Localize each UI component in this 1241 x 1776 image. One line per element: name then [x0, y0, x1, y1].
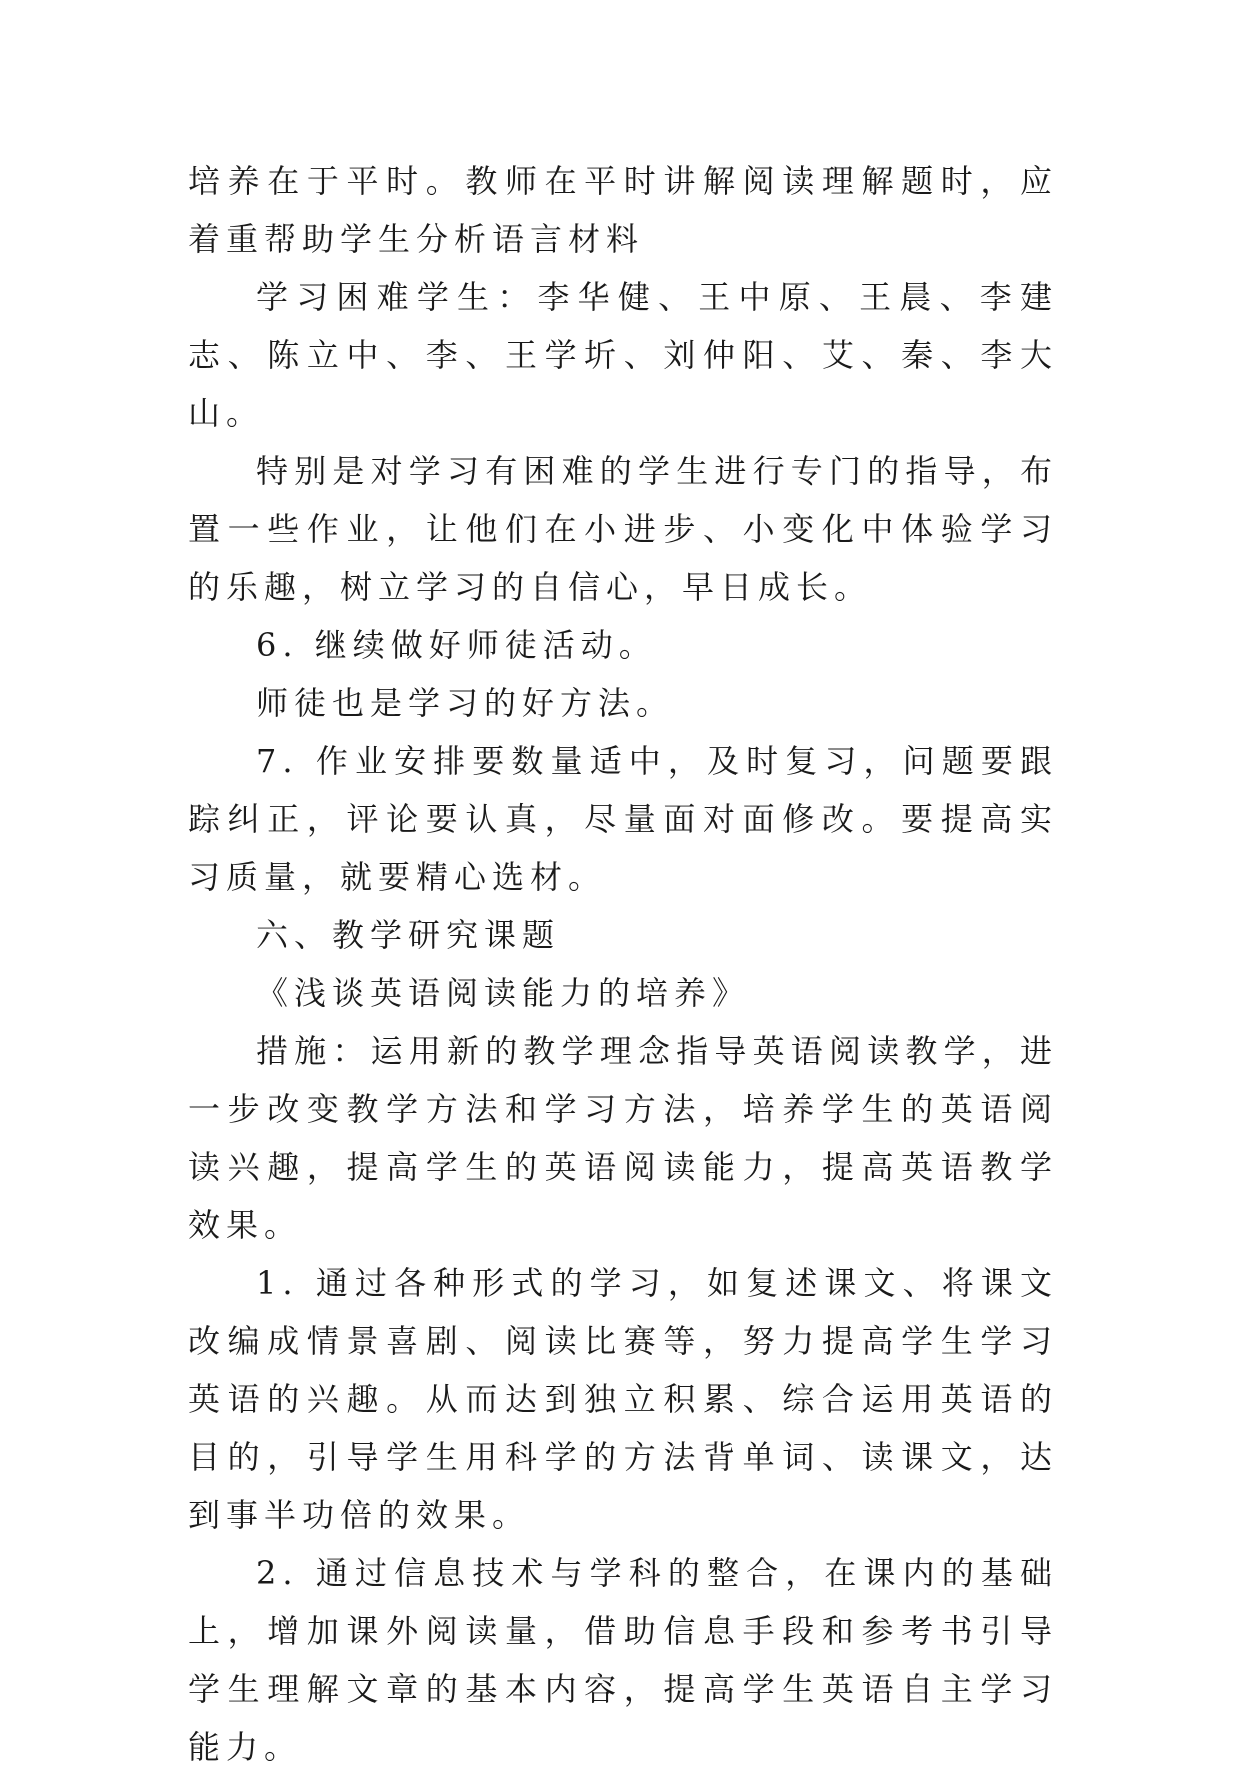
list-item: 6. 继续做好师徒活动。: [256, 626, 657, 664]
document-body: [188, 152, 1058, 1776]
paragraph: 培养在于平时。教师在平时讲解阅读理解题时，应着重帮助学生分析语言材料: [188, 162, 1058, 258]
list-item: 7. 作业安排要数量适中，及时复习，问题要跟踪纠正，评论要认真，尽量面对面修改。要提高实习质量，就要精心选材。: [188, 742, 1058, 896]
paragraph: 特别是对学习有困难的学生进行专门的指导，布置一些作业，让他们在小进步、小变化中体验学习的乐趣，树立学习的自信心，早日成长。: [188, 452, 1058, 606]
research-topic-title: 《浅谈英语阅读能力的培养》: [256, 974, 751, 1012]
section-heading: 六、教学研究课题: [256, 916, 561, 954]
paragraph: 措施：运用新的教学理念指导英语阅读教学，进一步改变教学方法和学习方法，培养学生的英语阅读兴趣，提高学生的英语阅读能力，提高英语教学效果。: [188, 1032, 1058, 1244]
list-item: 1. 通过各种形式的学习，如复述课文、将课文改编成情景喜剧、阅读比赛等，努力提高学生学习英语的兴趣。从而达到独立积累、综合运用英语的目的，引导学生用科学的方法背单词、读课文，达到事半功倍的效果。: [188, 1264, 1058, 1534]
paragraph: 学习困难学生：李华健、王中原、王晨、李建志、陈立中、李、王学圻、刘仲阳、艾、秦、李大山。: [188, 278, 1058, 432]
paragraph: 师徒也是学习的好方法。: [256, 684, 675, 722]
list-item: 2. 通过信息技术与学科的整合，在课内的基础上，增加课外阅读量，借助信息手段和参考书引导学生理解文章的基本内容，提高学生英语自主学习能力。: [188, 1554, 1058, 1766]
